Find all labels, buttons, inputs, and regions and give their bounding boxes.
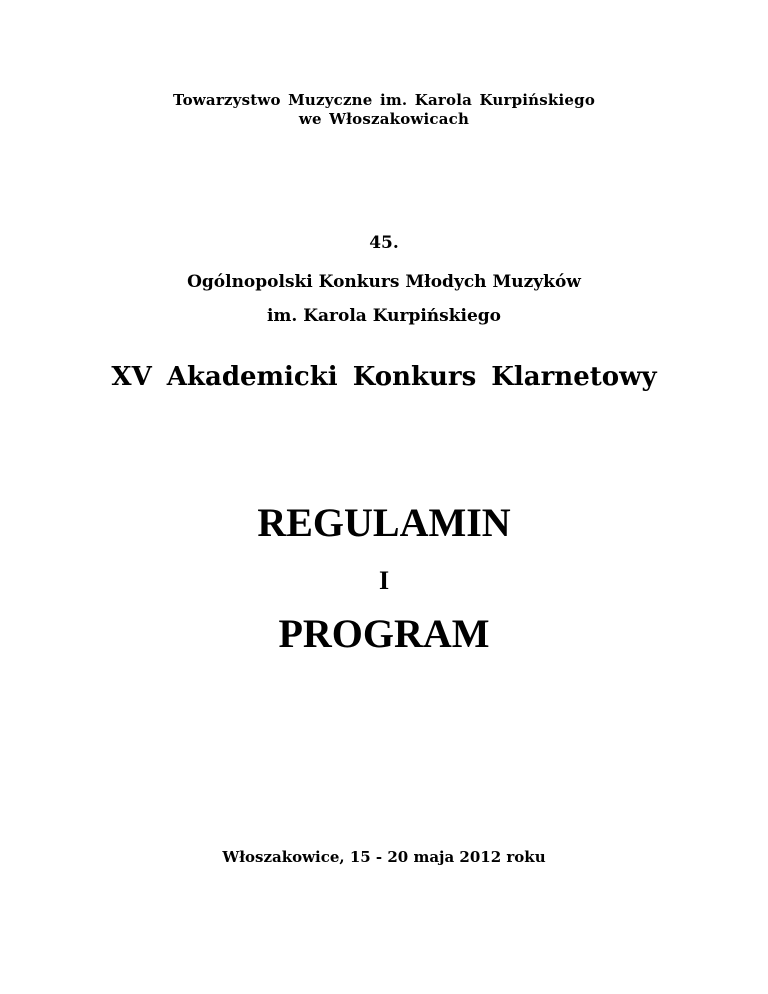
document-title-program: PROGRAM xyxy=(278,611,490,656)
contest-edition: 45. xyxy=(369,233,399,253)
document-title-conjunction: I xyxy=(378,566,390,595)
organization-name-line1: Towarzystwo Muzyczne im. Karola Kurpińskiego xyxy=(172,91,596,109)
contest-name-line1: Ogólnopolski Konkurs Młodych Muzyków xyxy=(187,272,581,292)
academic-contest-title: XV Akademicki Konkurs Klarnetowy xyxy=(111,362,657,392)
contest-name-line2: im. Karola Kurpińskiego xyxy=(266,306,502,326)
document-title-regulamin: REGULAMIN xyxy=(257,500,511,545)
place-and-date: Włoszakowice, 15 - 20 maja 2012 roku xyxy=(222,848,546,866)
organization-name-line2: we Włoszakowicach xyxy=(298,110,470,128)
